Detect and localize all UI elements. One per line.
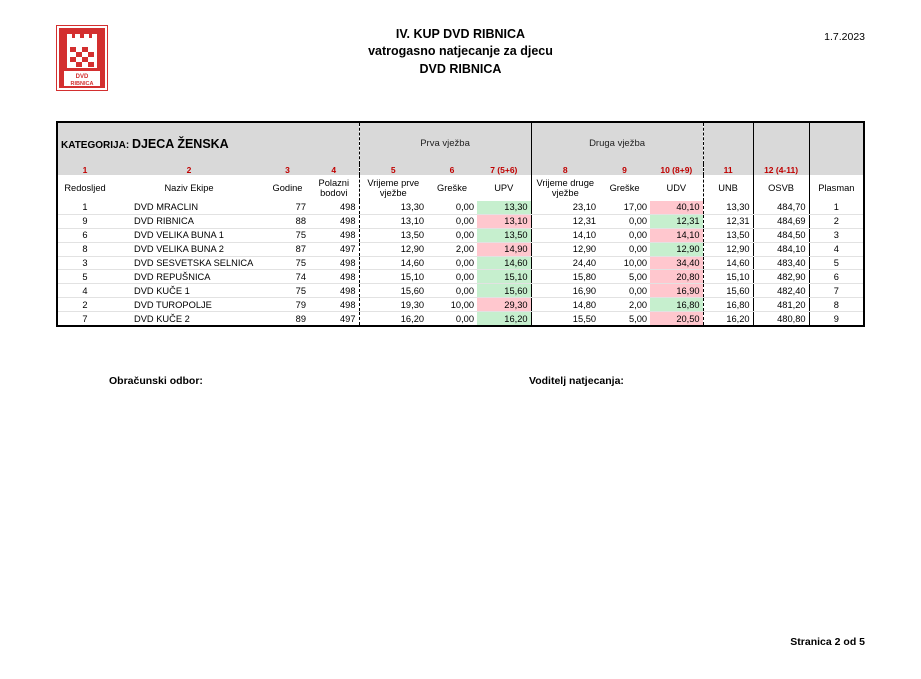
cell-v2: 15,50 <box>531 312 599 326</box>
cell-unb: 13,30 <box>703 201 753 214</box>
group-second-exercise: Druga vježba <box>531 122 703 164</box>
cell-naziv: DVD REPUŠNICA <box>112 270 266 284</box>
cell-osvb: 482,40 <box>753 284 809 298</box>
cell-plas: 2 <box>809 214 864 228</box>
cell-g2: 0,00 <box>599 214 650 228</box>
cell-v1: 15,10 <box>359 270 427 284</box>
cell-upv: 29,30 <box>477 298 531 312</box>
cell-naziv: DVD TUROPOLJE <box>112 298 266 312</box>
organizer-title: DVD RIBNICA <box>419 62 502 76</box>
cell-red: 5 <box>57 270 112 284</box>
cell-god: 88 <box>266 214 309 228</box>
results-table <box>56 121 859 327</box>
cell-unb: 13,50 <box>703 228 753 242</box>
group-first-exercise: Prva vježba <box>359 122 531 164</box>
cell-god: 87 <box>266 242 309 256</box>
competition-leader-label: Voditelj natjecanja: <box>529 375 624 387</box>
column-number: 9 <box>599 164 650 175</box>
category-label: KATEGORIJA: <box>61 139 130 151</box>
cell-g1: 0,00 <box>427 270 477 284</box>
cell-g2: 17,00 <box>599 201 650 214</box>
cell-red: 8 <box>57 242 112 256</box>
cell-unb: 12,90 <box>703 242 753 256</box>
table-row <box>57 214 864 228</box>
cell-udv: 12,90 <box>650 242 703 256</box>
cell-plas: 3 <box>809 228 864 242</box>
cell-naziv: DVD SESVETSKA SELNICA <box>112 256 266 270</box>
cell-god: 75 <box>266 228 309 242</box>
cell-osvb: 484,10 <box>753 242 809 256</box>
column-number <box>809 164 864 175</box>
cell-upv: 14,90 <box>477 242 531 256</box>
cell-naziv: DVD MRACLIN <box>112 201 266 214</box>
page-indicator: Stranica 2 od 5 <box>790 636 865 648</box>
cell-v1: 14,60 <box>359 256 427 270</box>
cell-red: 2 <box>57 298 112 312</box>
calculation-committee-label: Obračunski odbor: <box>109 375 203 387</box>
column-header: UNB <box>703 175 753 201</box>
date-label: 1.7.2023 <box>824 31 865 43</box>
cell-osvb: 484,70 <box>753 201 809 214</box>
cell-udv: 14,10 <box>650 228 703 242</box>
cell-red: 7 <box>57 312 112 326</box>
column-header: Godine <box>266 175 309 201</box>
table-row <box>57 242 864 256</box>
cell-v1: 12,90 <box>359 242 427 256</box>
cell-naziv: DVD VELIKA BUNA 1 <box>112 228 266 242</box>
cell-plas: 7 <box>809 284 864 298</box>
cell-g2: 10,00 <box>599 256 650 270</box>
cell-g2: 0,00 <box>599 228 650 242</box>
cell-unb: 16,20 <box>703 312 753 326</box>
cell-v2: 23,10 <box>531 201 599 214</box>
column-number: 11 <box>703 164 753 175</box>
cell-naziv: DVD VELIKA BUNA 2 <box>112 242 266 256</box>
cell-osvb: 484,50 <box>753 228 809 242</box>
column-number: 3 <box>266 164 309 175</box>
cell-osvb: 484,69 <box>753 214 809 228</box>
table-row <box>57 201 864 214</box>
cell-upv: 13,30 <box>477 201 531 214</box>
cell-naziv: DVD KUČE 1 <box>112 284 266 298</box>
cell-bod: 498 <box>309 284 359 298</box>
column-header: Vrijeme prve vježbe <box>359 175 427 201</box>
svg-text:RIBNICA: RIBNICA <box>70 81 94 87</box>
table-row <box>57 298 864 312</box>
svg-text:DVD: DVD <box>75 74 89 80</box>
column-header: Polazni bodovi <box>309 175 359 201</box>
cell-bod: 498 <box>309 228 359 242</box>
competition-subtitle: vatrogasno natjecanje za djecu <box>368 44 553 58</box>
cell-v2: 24,40 <box>531 256 599 270</box>
cell-v1: 16,20 <box>359 312 427 326</box>
cell-g2: 5,00 <box>599 312 650 326</box>
column-number: 7 (5+6) <box>477 164 531 175</box>
cell-red: 3 <box>57 256 112 270</box>
cell-unb: 15,10 <box>703 270 753 284</box>
cell-g2: 2,00 <box>599 298 650 312</box>
column-header-row <box>57 175 864 201</box>
cell-plas: 4 <box>809 242 864 256</box>
cell-udv: 20,80 <box>650 270 703 284</box>
cell-god: 75 <box>266 284 309 298</box>
cell-osvb: 480,80 <box>753 312 809 326</box>
column-header: Greške <box>427 175 477 201</box>
cell-naziv: DVD KUČE 2 <box>112 312 266 326</box>
cell-osvb: 482,90 <box>753 270 809 284</box>
results-body <box>57 201 864 326</box>
column-header: Greške <box>599 175 650 201</box>
cell-upv: 16,20 <box>477 312 531 326</box>
cell-g1: 0,00 <box>427 284 477 298</box>
table-row <box>57 312 864 326</box>
cell-red: 4 <box>57 284 112 298</box>
column-header: Redosljed <box>57 175 112 201</box>
cell-god: 75 <box>266 256 309 270</box>
category-value: DJECA ŽENSKA <box>131 136 229 151</box>
column-header: UPV <box>477 175 531 201</box>
cell-udv: 12,31 <box>650 214 703 228</box>
column-header: Vrijeme druge vježbe <box>531 175 599 201</box>
cell-god: 89 <box>266 312 309 326</box>
cell-udv: 34,40 <box>650 256 703 270</box>
cell-udv: 16,80 <box>650 298 703 312</box>
table-row <box>57 284 864 298</box>
cell-unb: 15,60 <box>703 284 753 298</box>
column-number: 5 <box>359 164 427 175</box>
cell-red: 6 <box>57 228 112 242</box>
cell-g1: 0,00 <box>427 312 477 326</box>
cell-naziv: DVD RIBNICA <box>112 214 266 228</box>
competition-title: IV. KUP DVD RIBNICA <box>395 27 526 41</box>
cell-upv: 14,60 <box>477 256 531 270</box>
cell-v1: 13,50 <box>359 228 427 242</box>
cell-upv: 13,50 <box>477 228 531 242</box>
cell-unb: 12,31 <box>703 214 753 228</box>
cell-g1: 10,00 <box>427 298 477 312</box>
cell-udv: 16,90 <box>650 284 703 298</box>
cell-osvb: 483,40 <box>753 256 809 270</box>
cell-v1: 13,30 <box>359 201 427 214</box>
cell-god: 74 <box>266 270 309 284</box>
column-number: 10 (8+9) <box>650 164 703 175</box>
column-header: UDV <box>650 175 703 201</box>
cell-g1: 0,00 <box>427 201 477 214</box>
column-number-row <box>57 164 864 175</box>
column-number: 8 <box>531 164 599 175</box>
cell-bod: 498 <box>309 298 359 312</box>
cell-g1: 2,00 <box>427 242 477 256</box>
cell-plas: 1 <box>809 201 864 214</box>
cell-unb: 14,60 <box>703 256 753 270</box>
cell-g2: 5,00 <box>599 270 650 284</box>
cell-bod: 498 <box>309 256 359 270</box>
cell-osvb: 481,20 <box>753 298 809 312</box>
cell-v2: 12,90 <box>531 242 599 256</box>
cell-udv: 20,50 <box>650 312 703 326</box>
column-number: 6 <box>427 164 477 175</box>
cell-plas: 6 <box>809 270 864 284</box>
group-empty <box>753 122 809 164</box>
cell-udv: 40,10 <box>650 201 703 214</box>
cell-bod: 498 <box>309 270 359 284</box>
column-header: Naziv Ekipe <box>112 175 266 201</box>
table-row <box>57 270 864 284</box>
cell-red: 9 <box>57 214 112 228</box>
cell-upv: 13,10 <box>477 214 531 228</box>
category-cell <box>57 122 359 164</box>
group-empty <box>809 122 864 164</box>
cell-v2: 16,90 <box>531 284 599 298</box>
cell-v2: 12,31 <box>531 214 599 228</box>
cell-bod: 497 <box>309 312 359 326</box>
cell-g2: 0,00 <box>599 242 650 256</box>
cell-plas: 8 <box>809 298 864 312</box>
cell-god: 77 <box>266 201 309 214</box>
cell-v2: 14,10 <box>531 228 599 242</box>
cell-plas: 9 <box>809 312 864 326</box>
column-number: 2 <box>112 164 266 175</box>
cell-upv: 15,60 <box>477 284 531 298</box>
group-empty <box>703 122 753 164</box>
cell-bod: 498 <box>309 214 359 228</box>
cell-g2: 0,00 <box>599 284 650 298</box>
column-header: Plasman <box>809 175 864 201</box>
cell-unb: 16,80 <box>703 298 753 312</box>
column-number: 4 <box>309 164 359 175</box>
cell-red: 1 <box>57 201 112 214</box>
cell-v1: 19,30 <box>359 298 427 312</box>
cell-bod: 498 <box>309 201 359 214</box>
cell-upv: 15,10 <box>477 270 531 284</box>
cell-g1: 0,00 <box>427 228 477 242</box>
cell-v1: 13,10 <box>359 214 427 228</box>
table-row <box>57 256 864 270</box>
cell-god: 79 <box>266 298 309 312</box>
cell-bod: 497 <box>309 242 359 256</box>
cell-v2: 15,80 <box>531 270 599 284</box>
table-row <box>57 228 864 242</box>
column-number: 12 (4-11) <box>753 164 809 175</box>
cell-v2: 14,80 <box>531 298 599 312</box>
column-header: OSVB <box>753 175 809 201</box>
cell-v1: 15,60 <box>359 284 427 298</box>
cell-g1: 0,00 <box>427 214 477 228</box>
column-number: 1 <box>57 164 112 175</box>
cell-g1: 0,00 <box>427 256 477 270</box>
cell-plas: 5 <box>809 256 864 270</box>
